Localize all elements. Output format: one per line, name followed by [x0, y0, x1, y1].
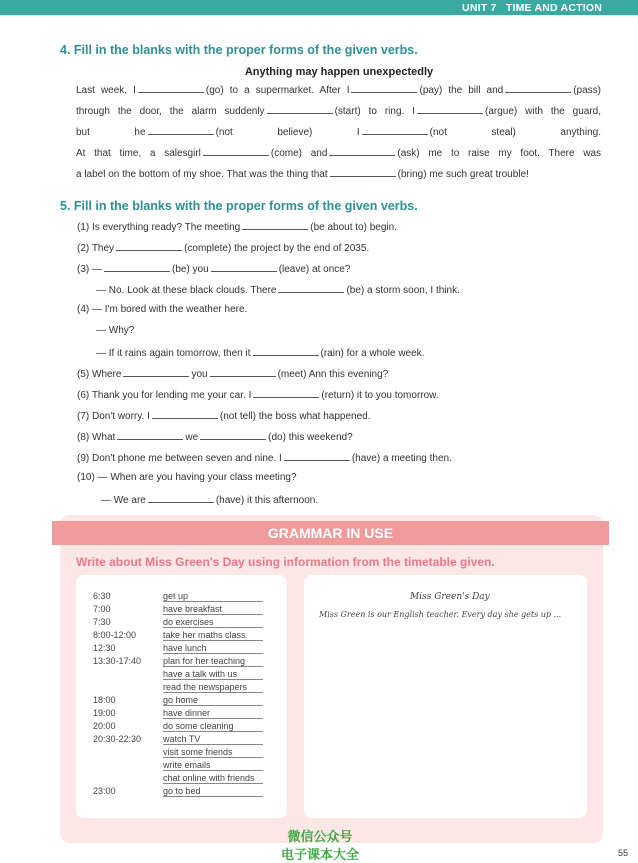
page-number: 55	[617, 848, 628, 858]
answer-blank[interactable]	[253, 388, 319, 398]
answer-blank[interactable]	[242, 220, 308, 230]
exercise-item	[77, 409, 371, 422]
timetable-activity: chat online with friends	[163, 773, 263, 784]
question-text: (go) to a supermarket. After I	[205, 85, 350, 96]
question-text: a label on the bottom of my shoe. That was the thing that	[76, 169, 328, 180]
timetable-time: 8:00-12:00	[93, 630, 137, 640]
timetable-time: 7:30	[93, 617, 111, 627]
answer-blank[interactable]	[284, 451, 350, 461]
question-text: (come) and	[270, 148, 328, 159]
question-text: (leave) at once?	[278, 264, 351, 275]
grammar-instruction: Write about Miss Green's Day using information from the timetable given.	[76, 555, 495, 569]
question-text: (1) Is everything ready? The meeting	[77, 222, 241, 233]
answer-blank[interactable]	[351, 83, 417, 93]
unit-title: TIME AND ACTION	[505, 2, 602, 14]
question-text: (return) it to you tomorrow.	[321, 390, 439, 401]
answer-blank[interactable]	[104, 262, 170, 272]
timetable-activity: get up	[163, 591, 263, 602]
exercise-item	[77, 262, 350, 275]
question-text: through the door, the alarm suddenly	[76, 106, 265, 117]
exercise-item	[77, 451, 452, 464]
answer-blank[interactable]	[203, 146, 269, 156]
answer-blank[interactable]	[138, 83, 204, 93]
question-text: (have) a meeting then.	[351, 453, 452, 464]
watermark-line-1: 微信公众号	[287, 830, 353, 845]
exercise-item	[77, 304, 247, 315]
answer-blank[interactable]	[329, 146, 395, 156]
question-text: (bring) me such great trouble!	[397, 169, 529, 180]
answer-blank[interactable]	[117, 430, 183, 440]
question-text: (complete) the project by the end of 2035.	[184, 243, 370, 254]
exercise-item	[77, 241, 369, 254]
section-4-paragraph	[76, 80, 601, 185]
question-text: (do) this weekend?	[268, 432, 353, 443]
answer-blank[interactable]	[123, 367, 189, 377]
timetable-time: 7:00	[93, 604, 111, 614]
question-text: At that time, a salesgirl	[76, 148, 201, 159]
question-text: (not steal) anything.	[429, 127, 601, 138]
answer-blank[interactable]	[211, 262, 277, 272]
question-text: (not believe) I	[215, 127, 360, 138]
question-text: (10) — When are you having your class meeting?	[77, 472, 297, 483]
question-text: (be about to) begin.	[310, 222, 397, 233]
question-text: but he	[76, 127, 146, 138]
question-text: (start) to ring. I	[334, 106, 415, 117]
timetable-time: 23:00	[93, 786, 116, 796]
question-text: (6) Thank you for lending me your car. I	[77, 390, 252, 401]
exercise-item	[96, 283, 460, 296]
question-text: (7) Don't worry. I	[77, 411, 150, 422]
timetable-activity: do some cleaning	[163, 721, 263, 732]
question-text: (5) Where	[77, 369, 122, 380]
section-5-title: 5. Fill in the blanks with the proper forms of the given verbs.	[60, 199, 418, 213]
paragraph-line	[76, 101, 601, 122]
unit-header	[462, 2, 602, 14]
answer-blank[interactable]	[116, 241, 182, 251]
question-text: (not tell) the boss what happened.	[219, 411, 371, 422]
essay-first-line: Miss Green is our English teacher. Every day she gets up ...	[319, 610, 562, 619]
paragraph-line	[76, 143, 601, 164]
question-text: — No. Look at these black clouds. There	[96, 285, 277, 296]
question-text: Last week, I	[76, 85, 136, 96]
answer-blank[interactable]	[267, 104, 333, 114]
question-text: we	[185, 432, 199, 443]
answer-blank[interactable]	[200, 430, 266, 440]
answer-blank[interactable]	[417, 104, 483, 114]
timetable-time: 13:30-17:40	[93, 656, 142, 666]
question-text: (2) They	[77, 243, 115, 254]
story-title: Anything may happen unexpectedly	[244, 66, 434, 78]
exercise-item	[96, 325, 134, 336]
timetable-activity: read the newspapers	[163, 682, 263, 693]
timetable-activity: have a talk with us	[163, 669, 263, 680]
answer-blank[interactable]	[152, 409, 218, 419]
timetable-time: 20:00	[93, 721, 116, 731]
exercise-item	[101, 493, 318, 506]
timetable-time: 18:00	[93, 695, 116, 705]
exercise-item	[77, 367, 388, 380]
question-text: (pass)	[573, 85, 601, 96]
timetable-time: 6:30	[93, 591, 111, 601]
answer-blank[interactable]	[148, 125, 214, 135]
exercise-item	[77, 430, 353, 443]
timetable-activity: go home	[163, 695, 263, 706]
question-text: — We are	[101, 495, 146, 506]
exercise-item	[77, 472, 297, 483]
question-text: (have) it this afternoon.	[215, 495, 319, 506]
unit-label: UNIT 7	[462, 2, 497, 14]
timetable-time: 19:00	[93, 708, 116, 718]
paragraph-line	[76, 80, 601, 101]
question-text: (9) Don't phone me between seven and nine. I	[77, 453, 282, 464]
answer-blank[interactable]	[278, 283, 344, 293]
grammar-banner: GRAMMAR IN USE	[52, 521, 609, 545]
answer-blank[interactable]	[362, 125, 428, 135]
timetable-activity: plan for her teaching	[163, 656, 263, 667]
question-text: (rain) for a whole week.	[320, 348, 425, 359]
question-text: (be) you	[172, 264, 209, 275]
essay-title: Miss Green's Day	[410, 592, 490, 602]
timetable-activity: have breakfast	[163, 604, 263, 615]
exercise-item	[77, 388, 439, 401]
timetable-activity: take her maths class	[163, 630, 263, 641]
timetable-activity: do exercises	[163, 617, 263, 628]
question-text: (meet) Ann this evening?	[277, 369, 389, 380]
question-text: (pay) the bill and	[419, 85, 504, 96]
question-text: (3) —	[77, 264, 102, 275]
question-text: — If it rains again tomorrow, then it	[96, 348, 251, 359]
paragraph-line	[76, 164, 601, 185]
timetable-time: 12:30	[93, 643, 116, 653]
question-text: (argue) with the guard,	[484, 106, 601, 117]
timetable-activity: go to bed	[163, 786, 263, 797]
timetable-activity: watch TV	[163, 734, 263, 745]
question-text: (be) a storm soon, I think.	[346, 285, 460, 296]
question-text: — Why?	[96, 325, 135, 336]
answer-blank[interactable]	[253, 346, 319, 356]
timetable-time: 20:30-22:30	[93, 734, 142, 744]
answer-blank[interactable]	[505, 83, 571, 93]
question-text: (4) — I'm bored with the weather here.	[77, 304, 248, 315]
answer-blank[interactable]	[210, 367, 276, 377]
question-text: (ask) me to raise my foot. There was	[397, 148, 601, 159]
answer-blank[interactable]	[148, 493, 214, 503]
question-text: (8) What	[77, 432, 116, 443]
timetable-activity: have dinner	[163, 708, 263, 719]
question-text: you	[191, 369, 208, 380]
answer-blank[interactable]	[330, 167, 396, 177]
paragraph-line	[76, 122, 601, 143]
timetable-activity: write emails	[163, 760, 263, 771]
timetable-activity: visit some friends	[163, 747, 263, 758]
exercise-item	[96, 346, 424, 359]
timetable-activity: have lunch	[163, 643, 263, 654]
section-4-title: 4. Fill in the blanks with the proper forms of the given verbs.	[60, 43, 418, 57]
exercise-item	[77, 220, 397, 233]
watermark-line-2: 电子课本大全	[280, 848, 359, 863]
